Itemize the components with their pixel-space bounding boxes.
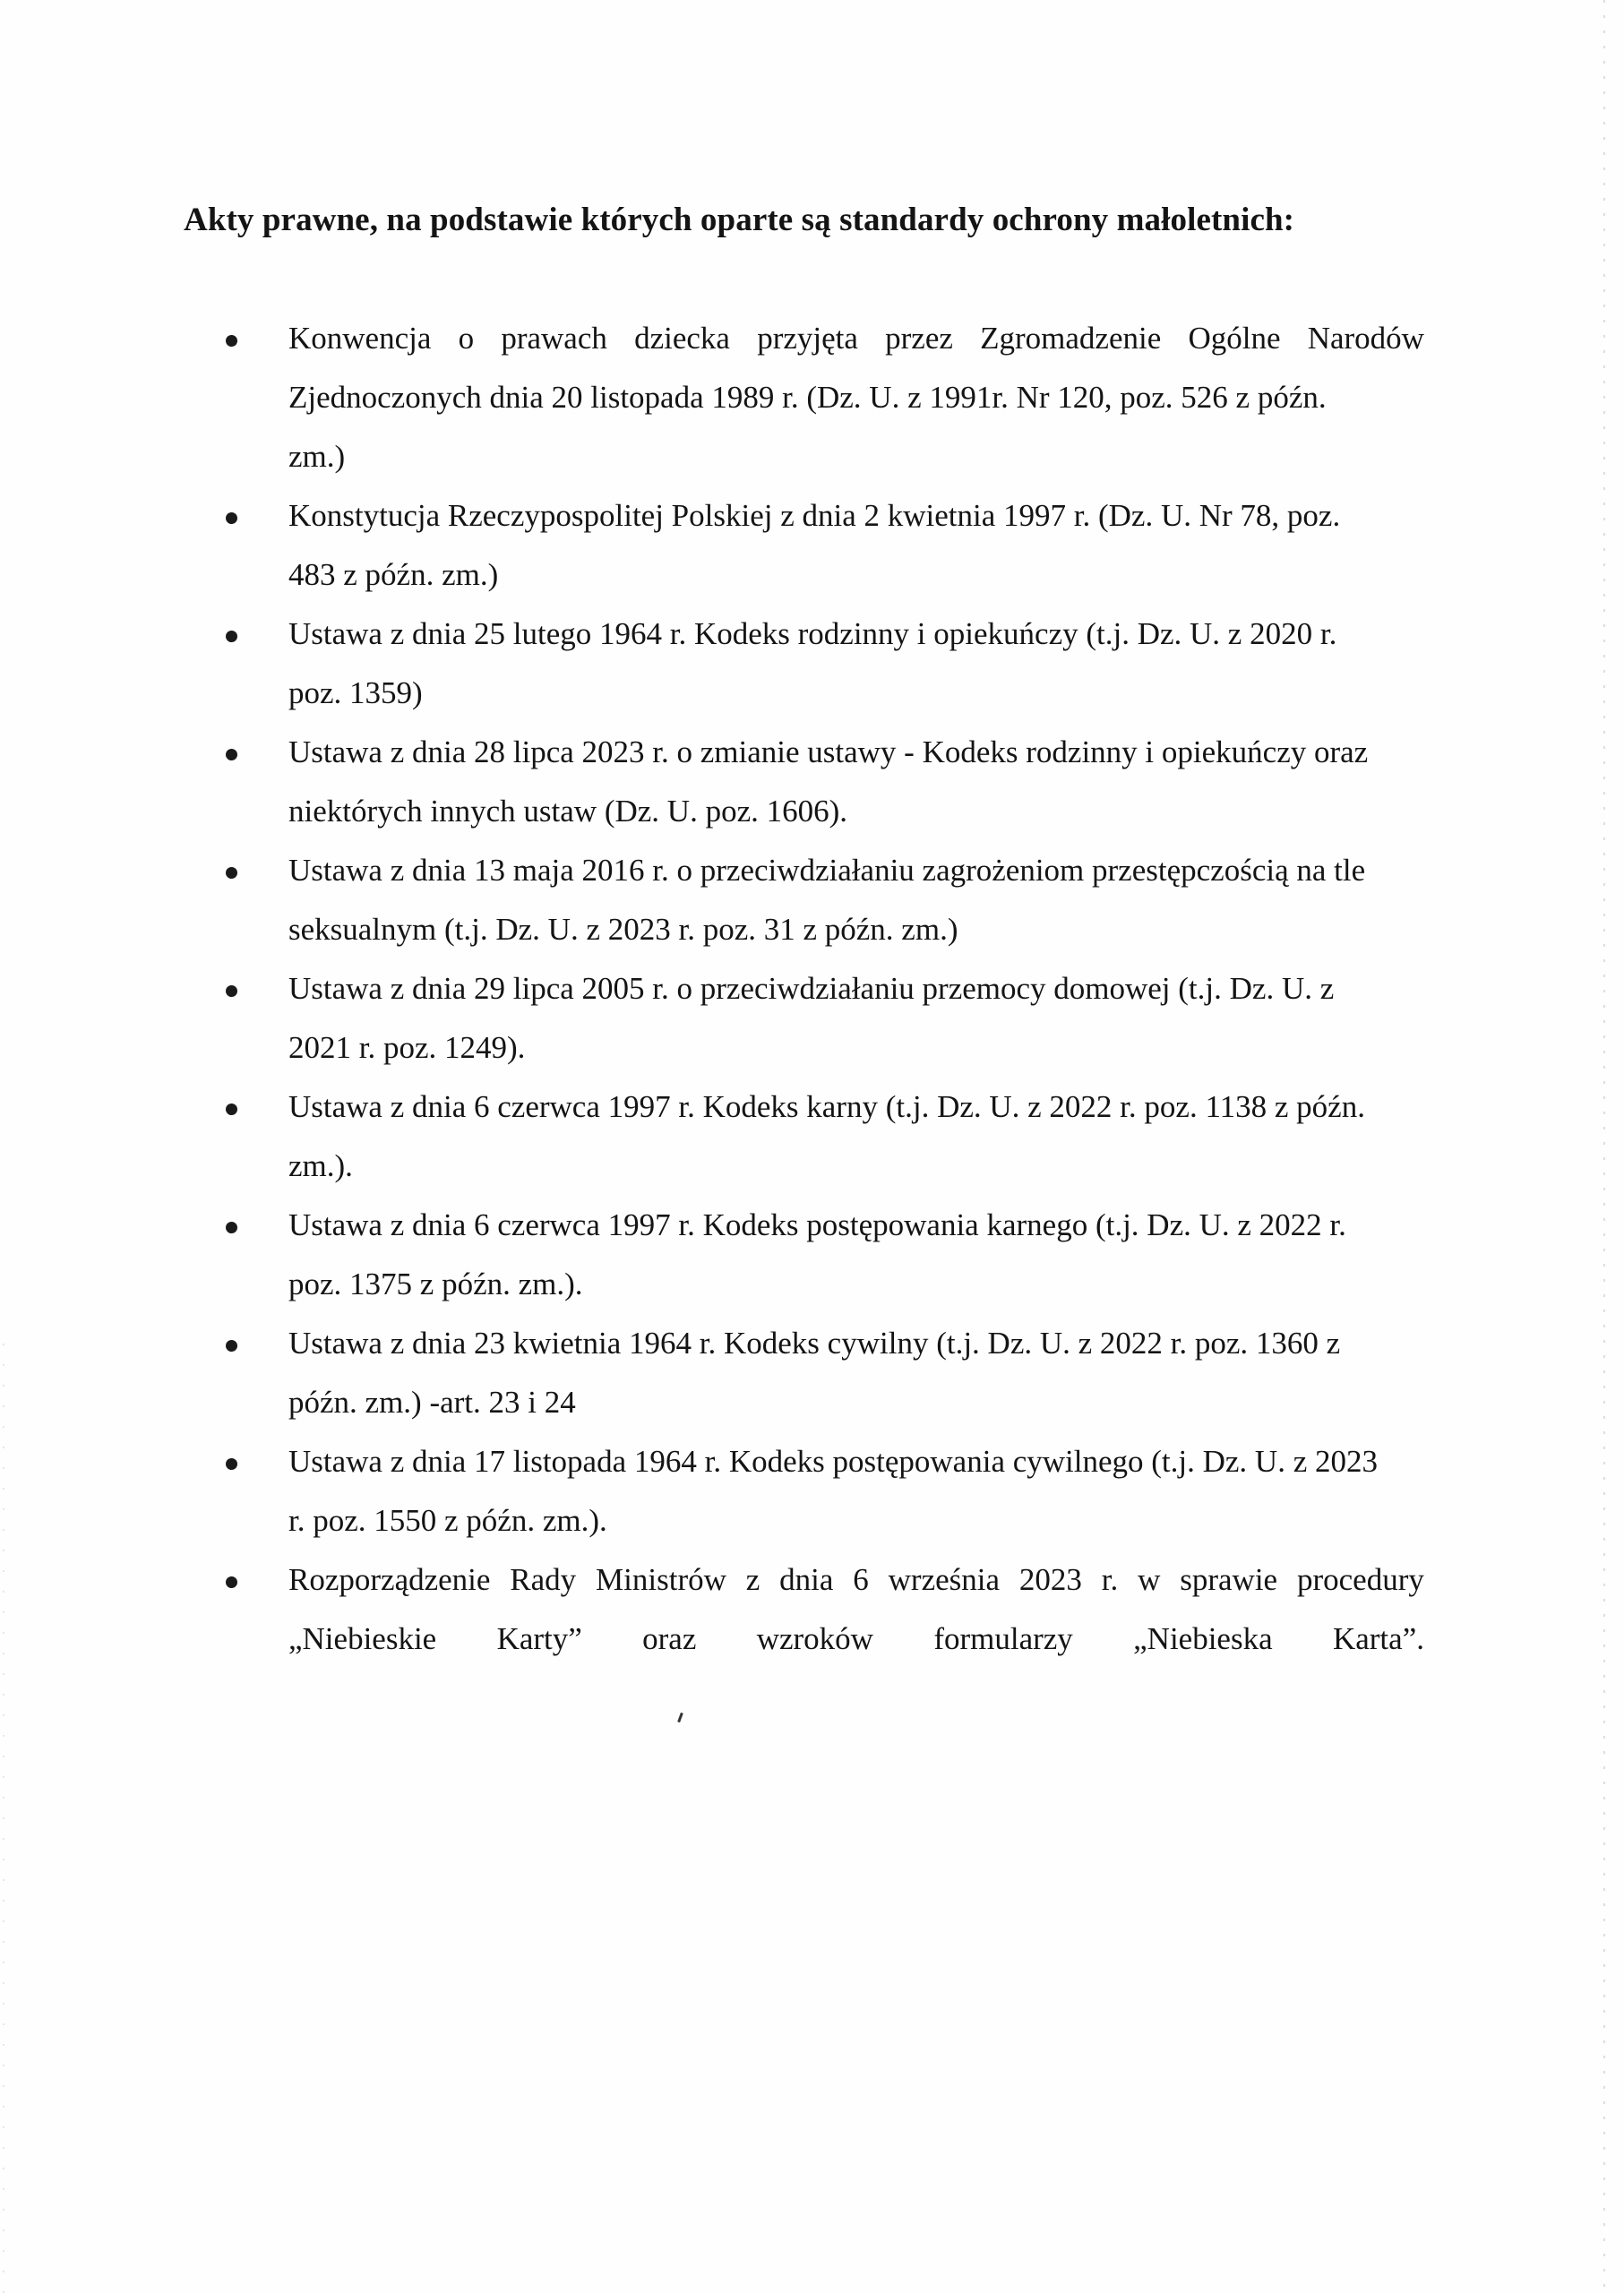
legal-act-line: seksualnym (t.j. Dz. U. z 2023 r. poz. 31 z późn. zm.): [288, 912, 958, 947]
legal-act-line: zm.).: [288, 1148, 353, 1183]
legal-act-text: [288, 723, 1424, 841]
legal-act-line: Ustawa z dnia 29 lipca 2005 r. o przeciwdziałaniu przemocy domowej (t.j. Dz. U. z: [288, 971, 1335, 1006]
legal-act-text: [288, 1432, 1424, 1550]
legal-act-text: [288, 959, 1424, 1078]
legal-act-text: [288, 309, 1424, 486]
bullet-icon: [226, 1104, 237, 1115]
legal-act-text: [288, 1550, 1424, 1669]
bullet-icon: [226, 1340, 237, 1352]
legal-act-line: Ustawa z dnia 6 czerwca 1997 r. Kodeks karny (t.j. Dz. U. z 2022 r. poz. 1138 z późn.: [288, 1089, 1365, 1124]
legal-act-line: Ustawa z dnia 28 lipca 2023 r. o zmianie ustawy - Kodeks rodzinny i opiekuńczy oraz: [288, 734, 1369, 769]
bullet-icon: [226, 1222, 237, 1233]
legal-act-line: Konwencja o prawach dziecka przyjęta przez Zgromadzenie Ogólne Narodów: [288, 321, 1424, 356]
legal-act-line: Konstytucja Rzeczypospolitej Polskiej z dnia 2 kwietnia 1997 r. (Dz. U. Nr 78, poz.: [288, 498, 1341, 533]
legal-act-line: Rozporządzenie Rady Ministrów z dnia 6 września 2023 r. w sprawie procedury: [288, 1562, 1424, 1597]
legal-act-text: [288, 486, 1424, 605]
bullet-icon: [226, 1576, 237, 1588]
bullet-icon: [226, 867, 237, 879]
legal-act-line: Zjednoczonych dnia 20 listopada 1989 r. (Dz. U. z 1991r. Nr 120, poz. 526 z późn.: [288, 380, 1327, 415]
scan-edge-marks-left: [3, 1344, 4, 2293]
legal-act-text: [288, 1196, 1424, 1314]
legal-act-text: [288, 1078, 1424, 1196]
legal-act-line: Ustawa z dnia 13 maja 2016 r. o przeciwdziałaniu zagrożeniom przestępczością na tle: [288, 853, 1366, 888]
bullet-icon: [226, 631, 237, 642]
legal-act-line: późn. zm.) -art. 23 i 24: [288, 1385, 576, 1420]
legal-act-line: r. poz. 1550 z późn. zm.).: [288, 1503, 607, 1538]
legal-act-line: 483 z późn. zm.): [288, 557, 499, 592]
legal-act-line: poz. 1375 z późn. zm.).: [288, 1267, 583, 1301]
legal-act-text: [288, 841, 1424, 959]
legal-act-line: poz. 1359): [288, 675, 423, 710]
bullet-icon: [226, 749, 237, 760]
bullet-icon: [226, 1458, 237, 1470]
legal-act-line: 2021 r. poz. 1249).: [288, 1030, 526, 1065]
document-heading: Akty prawne, na podstawie których oparte są standardy ochrony małoletnich:: [184, 202, 1295, 238]
legal-act-text: [288, 1314, 1424, 1432]
legal-act-line: Ustawa z dnia 23 kwietnia 1964 r. Kodeks cywilny (t.j. Dz. U. z 2022 r. poz. 1360 z: [288, 1326, 1341, 1361]
bullet-icon: [226, 512, 237, 524]
legal-act-line: Ustawa z dnia 6 czerwca 1997 r. Kodeks postępowania karnego (t.j. Dz. U. z 2022 r.: [288, 1207, 1346, 1242]
legal-act-line: „Niebieskie Karty” oraz wzroków formularzy „Niebieska Karta”.: [288, 1621, 1424, 1656]
legal-act-line: niektórych innych ustaw (Dz. U. poz. 1606).: [288, 794, 848, 829]
bullet-icon: [226, 335, 237, 347]
stray-pen-mark: [677, 1713, 683, 1722]
legal-act-line: Ustawa z dnia 25 lutego 1964 r. Kodeks rodzinny i opiekuńczy (t.j. Dz. U. z 2020 r.: [288, 616, 1337, 651]
legal-act-line: Ustawa z dnia 17 listopada 1964 r. Kodeks postępowania cywilnego (t.j. Dz. U. z 2023: [288, 1444, 1378, 1479]
scan-edge-marks-right: [1603, 0, 1605, 2293]
legal-act-line: zm.): [288, 439, 346, 474]
bullet-icon: [226, 985, 237, 997]
legal-act-text: [288, 605, 1424, 723]
